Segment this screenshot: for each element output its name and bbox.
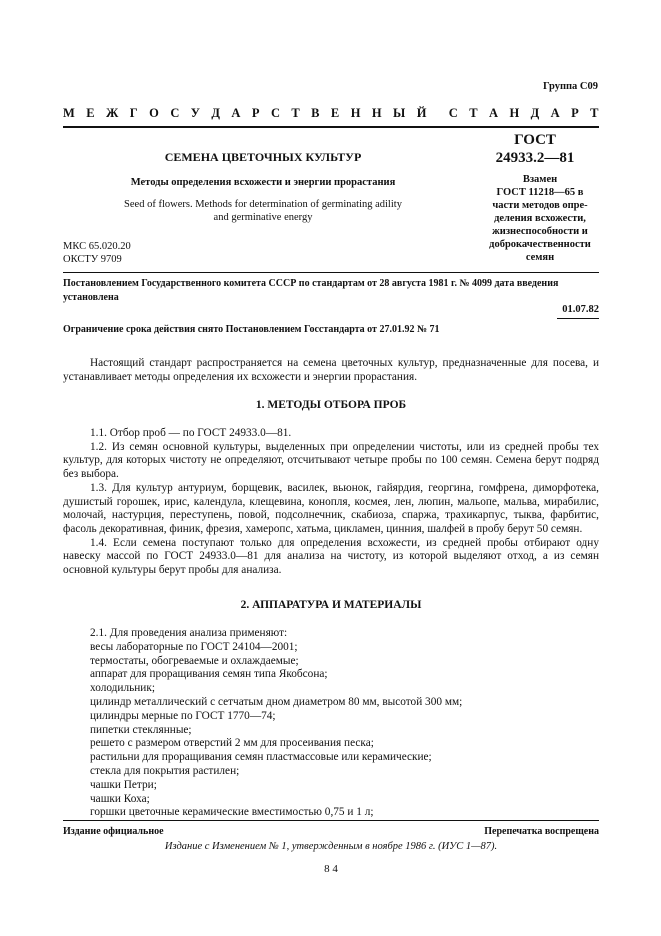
banner-letter: М bbox=[63, 106, 76, 120]
banner-letter: Н bbox=[350, 106, 361, 120]
clause-1-2: 1.2. Из семян основной культуры, выделенных при определении чистоты, или из средней пробы тех культур, для которых чистоту не определяют, отсчитывают четыре пробы по 100 семян. Семена берут подряд без выбора. bbox=[63, 440, 599, 481]
official-edition-label: Издание официальное bbox=[63, 826, 164, 837]
equipment-item: стекла для покрытия растилен; bbox=[90, 764, 240, 777]
equipment-item: термостаты, обогреваемые и охлаждаемые; bbox=[90, 654, 299, 667]
banner-letter: А bbox=[231, 106, 241, 120]
banner-letter: Т bbox=[291, 106, 301, 120]
gost-label: ГОСТ bbox=[514, 132, 556, 148]
banner-letter: С bbox=[448, 106, 459, 120]
banner-letter: Т bbox=[590, 106, 599, 120]
replacement-line: семян bbox=[525, 252, 555, 263]
equipment-item: весы лабораторные по ГОСТ 24104—2001; bbox=[90, 640, 298, 653]
english-title bbox=[63, 198, 463, 224]
section-1-body bbox=[63, 427, 599, 578]
banner-letter: С bbox=[170, 106, 180, 120]
date-underline bbox=[557, 318, 599, 319]
replacement-line: ГОСТ 11218—65 в bbox=[496, 187, 584, 198]
gost-number-block bbox=[475, 131, 595, 167]
document-subtitle: Методы определения всхожести и энергии прорастания bbox=[130, 177, 396, 188]
equipment-item: решето с размером отверстий 2 мм для просеивания песка; bbox=[90, 737, 374, 750]
banner-letter: В bbox=[311, 106, 320, 120]
clause-1-4: 1.4. Если семена поступают только для определения всхожести, из средней пробы отбирают одну навеску массой по ГОСТ 24933.0—81 для анализа на чистоту, из которой выделяют отход, а из семян основной культуры берут пробы для анализа. bbox=[63, 536, 599, 577]
interstate-standard-banner bbox=[63, 106, 599, 121]
group-code: Группа С09 bbox=[542, 81, 598, 92]
gost-number: 24933.2—81 bbox=[495, 150, 575, 166]
replacement-line: части методов опре- bbox=[492, 200, 588, 211]
banner-letter: Р bbox=[571, 106, 580, 120]
banner-letter: Е bbox=[330, 106, 340, 120]
replacement-note bbox=[480, 173, 600, 264]
banner-letter: Ы bbox=[393, 106, 406, 120]
equipment-item: чашки Петри; bbox=[90, 778, 157, 791]
equipment-item: пипетки стеклянные; bbox=[90, 723, 192, 736]
clause-1-1: 1.1. Отбор проб — по ГОСТ 24933.0—81. bbox=[90, 427, 292, 439]
limit-removed-note: Ограничение срока действия снято Постановлением Госстандарта от 27.01.92 № 71 bbox=[63, 324, 440, 335]
equipment-item: цилиндры мерные по ГОСТ 1770—74; bbox=[90, 709, 276, 722]
equipment-item: холодильник; bbox=[90, 682, 155, 695]
section-1-heading: 1. МЕТОДЫ ОТБОРА ПРОБ bbox=[255, 399, 407, 411]
reprint-prohibited-label: Перепечатка воспрещена bbox=[484, 826, 599, 837]
effective-date: 01.07.82 bbox=[562, 304, 599, 315]
banner-letter: Д bbox=[530, 106, 540, 120]
clause-1-3: 1.3. Для культур антуриум, борщевик, василек, вьюнок, гайярдия, георгина, гомфрена, диморфотека, душистый горошек, ирис, календула, клещевина, конопля, космея, лен, люпин, мальопе, мальва, мирабилис, молочай, настурция, переступень, повой, подсолнечник, скабиоза, спаржа, трахикарпус, тыква, фарбитис, фасоль декоративная, финик, фрезия, хамеропс, хатьма, цикламен, цинния, шалфей в пробу берут 50 семян. bbox=[63, 481, 599, 535]
equipment-item: аппарат для проращивания семян типа Якобсона; bbox=[90, 668, 328, 681]
banner-letter: Р bbox=[251, 106, 261, 120]
okstu-code: ОКСТУ 9709 bbox=[63, 254, 122, 265]
equipment-item: растильни для проращивания семян пластмассовые или керамические; bbox=[90, 751, 432, 764]
intro-paragraph bbox=[63, 357, 599, 384]
banner-letter: Й bbox=[416, 106, 427, 120]
mks-code: МКС 65.020.20 bbox=[63, 241, 131, 252]
page-number: 8 4 bbox=[324, 863, 338, 875]
banner-letter: Г bbox=[129, 106, 139, 120]
banner-letter: Н bbox=[371, 106, 383, 120]
document-title: СЕМЕНА ЦВЕТОЧНЫХ КУЛЬТУР bbox=[164, 150, 362, 164]
classification-codes bbox=[63, 240, 131, 266]
banner-letter: А bbox=[550, 106, 561, 120]
banner-letter: У bbox=[190, 106, 201, 120]
english-title-line-2: and germinative energy bbox=[213, 212, 313, 223]
banner-letter: А bbox=[489, 106, 499, 120]
banner-letter: Т bbox=[469, 106, 479, 120]
equipment-item: горшки цветочные керамические вместимостью 0,75 и 1 л; bbox=[90, 806, 374, 819]
banner-letter: О bbox=[149, 106, 160, 120]
replacement-line: жизнеспособности и bbox=[492, 226, 588, 237]
english-title-line-1: Seed of flowers. Methods for determination of germinating adility bbox=[124, 199, 402, 210]
banner-letter: С bbox=[270, 106, 281, 120]
title-block-rule bbox=[63, 272, 599, 273]
banner-letter: Ж bbox=[106, 106, 119, 120]
replacement-line: доброкачественности bbox=[489, 239, 591, 250]
equipment-list bbox=[90, 627, 599, 820]
header-rule bbox=[63, 126, 599, 128]
equipment-item: цилиндр металлический с сетчатым дном диаметром 80 мм, высотой 300 мм; bbox=[90, 695, 463, 708]
intro-text: Настоящий стандарт распространяется на семена цветочных культур, предназначенные для посева, и устанавливает методы определения их всхожести и энергии прорастания. bbox=[63, 357, 599, 383]
equipment-item: 2.1. Для проведения анализа применяют: bbox=[90, 627, 288, 639]
amendment-note: Издание с Изменением № 1, утвержденным в ноябре 1986 г. (ИУС 1—87). bbox=[164, 841, 498, 852]
equipment-item: чашки Коха; bbox=[90, 792, 150, 805]
replacement-line: деления всхожести, bbox=[494, 213, 586, 224]
footer-rule bbox=[63, 820, 599, 821]
banner-letter: Е bbox=[86, 106, 96, 120]
resolution-text: Постановлением Государственного комитета СССР по стандартам от 28 августа 1981 г. № 4099 дата введения установлена bbox=[63, 278, 559, 303]
banner-letter: Д bbox=[211, 106, 221, 120]
section-2-heading: 2. АППАРАТУРА И МАТЕРИАЛЫ bbox=[240, 599, 422, 611]
replacement-line: Взамен bbox=[522, 174, 558, 185]
banner-letter: Н bbox=[509, 106, 520, 120]
